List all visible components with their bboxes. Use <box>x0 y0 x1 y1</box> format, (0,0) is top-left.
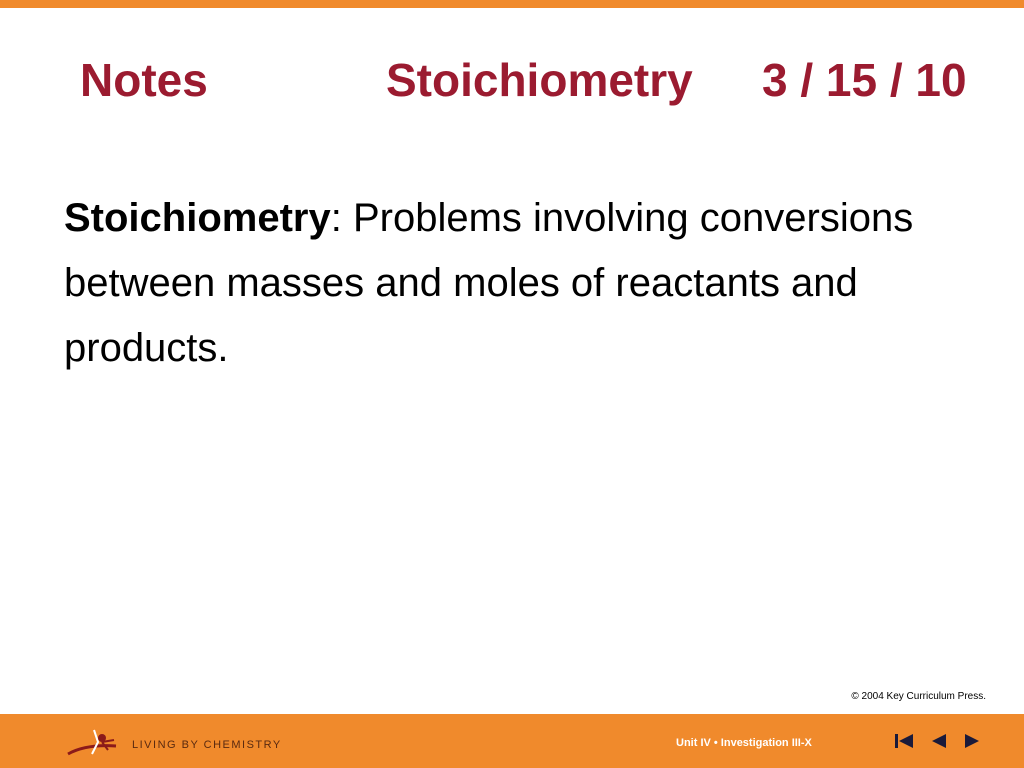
title-topic: Stoichiometry <box>386 54 693 106</box>
logo-text: LIVING BY CHEMISTRY <box>132 739 282 751</box>
previous-slide-button[interactable] <box>928 730 950 752</box>
living-by-chemistry-logo-icon <box>64 724 124 760</box>
slide-title <box>0 52 1024 108</box>
first-slide-icon <box>893 730 915 752</box>
next-slide-icon <box>961 730 983 752</box>
definition-paragraph <box>64 186 964 381</box>
definition-text: : Problems involving conversions between masses and moles of reactants and products. <box>64 196 914 370</box>
title-notes: Notes <box>80 54 208 106</box>
previous-slide-icon <box>928 730 950 752</box>
copyright-notice: © 2004 Key Curriculum Press. <box>851 691 986 702</box>
footer-bar <box>0 714 1024 768</box>
title-date: 3 / 15 / 10 <box>762 54 967 106</box>
top-accent-bar <box>0 0 1024 8</box>
next-slide-button[interactable] <box>961 730 983 752</box>
first-slide-button[interactable] <box>893 730 915 752</box>
unit-label: Unit IV • Investigation III-X <box>676 737 812 749</box>
definition-term: Stoichiometry <box>64 196 331 240</box>
